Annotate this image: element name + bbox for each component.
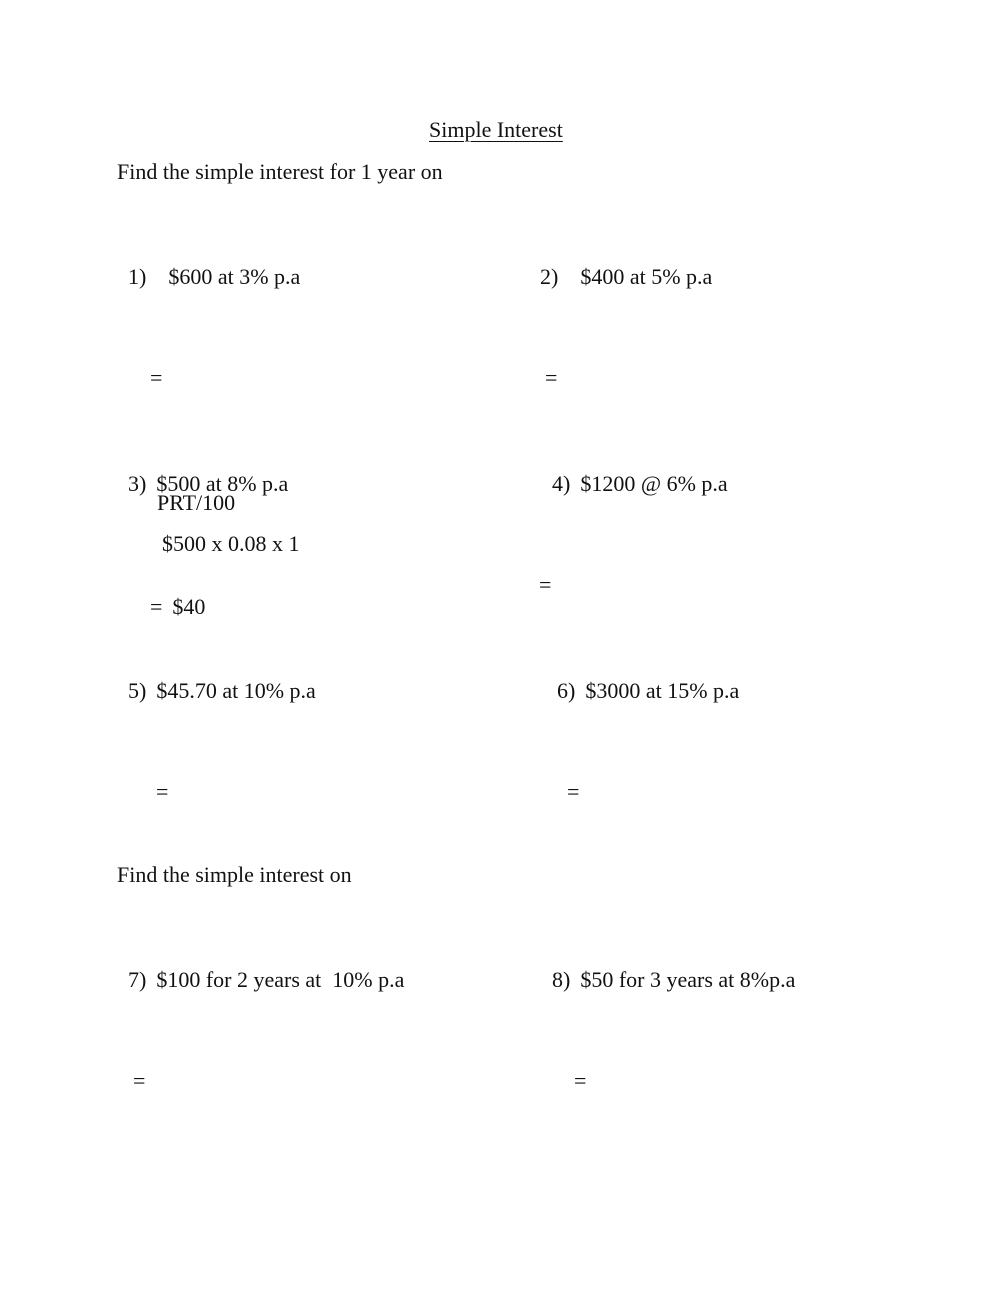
working-formula: PRT/100 bbox=[157, 490, 236, 515]
problem-number: 7) bbox=[128, 967, 147, 992]
problem-text: $500 at 8% p.a bbox=[156, 471, 289, 496]
problem-number: 4) bbox=[552, 471, 571, 496]
page-title: Simple Interest bbox=[429, 117, 563, 142]
working-substitution: $500 x 0.08 x 1 bbox=[162, 531, 300, 556]
answer-line-3 bbox=[139, 574, 205, 618]
problem-text: $100 for 2 years at 10% p.a bbox=[156, 967, 405, 992]
problem-text: $50 for 3 years at 8%p.a bbox=[580, 967, 796, 992]
problem-4 bbox=[541, 451, 728, 495]
problem-number: 2) bbox=[540, 264, 559, 289]
problem-text: $600 at 3% p.a bbox=[168, 264, 301, 289]
problem-number: 5) bbox=[128, 678, 147, 703]
problem-text: $3000 at 15% p.a bbox=[585, 678, 740, 703]
problem-text: $45.70 at 10% p.a bbox=[156, 678, 316, 703]
problem-5 bbox=[117, 658, 316, 702]
problem-number: 1) bbox=[128, 264, 147, 289]
section-1-instruction: Find the simple interest for 1 year on bbox=[117, 159, 443, 184]
answer-value: $40 bbox=[172, 594, 206, 619]
answer-line-2: = bbox=[545, 365, 558, 390]
problem-6 bbox=[546, 658, 739, 702]
problem-text: $1200 @ 6% p.a bbox=[580, 471, 728, 496]
answer-line-4: = bbox=[539, 572, 552, 597]
section-2-instruction: Find the simple interest on bbox=[117, 862, 352, 887]
problem-1 bbox=[117, 244, 300, 288]
equals-sign: = bbox=[150, 594, 163, 619]
answer-line-1: = bbox=[150, 365, 163, 390]
problem-number: 6) bbox=[557, 678, 576, 703]
answer-line-5: = bbox=[156, 779, 169, 804]
answer-line-7: = bbox=[133, 1068, 146, 1093]
answer-line-6: = bbox=[567, 779, 580, 804]
problem-2 bbox=[529, 244, 712, 288]
problem-3 bbox=[117, 451, 288, 495]
problem-number: 3) bbox=[128, 471, 147, 496]
problem-text: $400 at 5% p.a bbox=[580, 264, 713, 289]
answer-line-8: = bbox=[574, 1068, 587, 1093]
problem-7 bbox=[117, 947, 404, 991]
problem-number: 8) bbox=[552, 967, 571, 992]
problem-8 bbox=[541, 947, 795, 991]
